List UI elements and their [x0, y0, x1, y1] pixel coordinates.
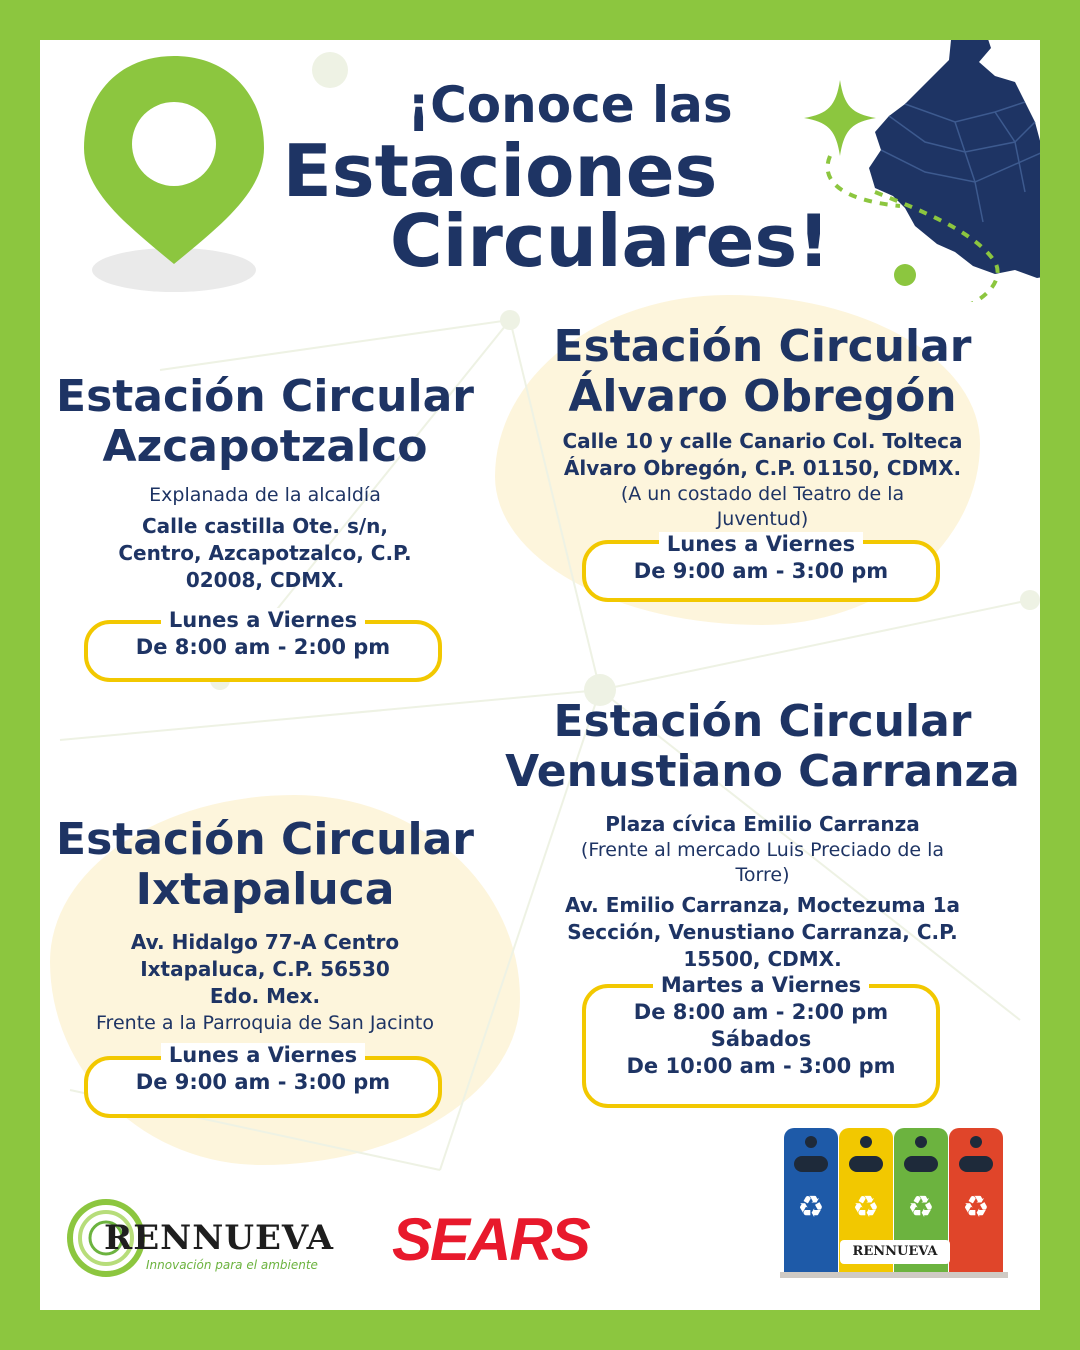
title-line-3: Circulares!: [389, 199, 831, 283]
recycle-icon: ♻: [907, 1190, 935, 1225]
recycle-icon: ♻: [852, 1190, 880, 1225]
address-line: Álvaro Obregón, C.P. 01150, CDMX.: [563, 456, 962, 480]
address-line: 15500, CDMX.: [683, 947, 842, 971]
bin-base: [780, 1272, 1008, 1278]
schedule-days: Martes a Viernes: [582, 972, 940, 999]
address-line: Centro, Azcapotzalco, C.P.: [118, 541, 412, 565]
address-line: Av. Hidalgo 77-A Centro: [130, 930, 400, 954]
station-note: Frente a la Parroquia de San Jacinto: [96, 1012, 434, 1034]
station-ixtapaluca: [40, 815, 490, 1037]
schedule-hours: De 9:00 am - 3:00 pm: [633, 559, 889, 583]
station-alvaro-obregon: [510, 322, 1015, 532]
schedule-hours: De 10:00 am - 3:00 pm: [626, 1054, 896, 1078]
schedule-days: Lunes a Viernes: [84, 607, 442, 634]
address-line: Sección, Venustiano Carranza, C.P.: [567, 920, 958, 944]
station-place: Plaza cívica Emilio Carranza: [605, 812, 920, 836]
station-note: Torre): [735, 864, 790, 886]
schedule-hours: De 8:00 am - 2:00 pm: [633, 1000, 889, 1024]
schedule-hours: De 8:00 am - 2:00 pm: [135, 635, 391, 659]
station-subtitle: Explanada de la alcaldía: [149, 484, 381, 506]
address-line: Edo. Mex.: [209, 984, 321, 1008]
rennueva-wordmark: RENNUEVA: [104, 1218, 335, 1258]
address-line: Ixtapaluca, C.P. 56530: [140, 957, 390, 981]
schedule-days: Sábados: [710, 1027, 812, 1051]
rennueva-tagline: Innovación para el ambiente: [146, 1258, 318, 1272]
station-note: Juventud): [716, 508, 809, 530]
station-title: Estación Circular: [553, 696, 972, 747]
title-line-2: Estaciones: [282, 129, 718, 213]
sears-logo: SEARS: [392, 1206, 589, 1273]
station-name: Azcapotzalco: [102, 421, 428, 472]
schedule-days: Lunes a Viernes: [582, 531, 940, 558]
station-venustiano-carranza: [490, 697, 1035, 973]
station-title: Estación Circular: [56, 814, 474, 865]
station-title: Estación Circular: [56, 371, 474, 422]
station-title: Estación Circular: [553, 321, 972, 372]
address-line: 02008, CDMX.: [185, 568, 345, 592]
bin-blue: [784, 1128, 838, 1272]
schedule-days: Lunes a Viernes: [84, 1042, 442, 1069]
station-note: (Frente al mercado Luis Preciado de la: [580, 839, 945, 861]
station-name: Ixtapaluca: [135, 864, 395, 915]
address-line: Calle castilla Ote. s/n,: [142, 514, 388, 538]
station-note: (A un costado del Teatro de la: [620, 483, 905, 505]
title-line-1: ¡Conoce las: [407, 76, 733, 134]
bin-red: [949, 1128, 1003, 1272]
address-line: Av. Emilio Carranza, Moctezuma 1a: [564, 893, 961, 917]
bins-rennueva-label: RENNUEVA: [840, 1240, 950, 1264]
schedule-hours: De 9:00 am - 3:00 pm: [135, 1070, 391, 1094]
recycle-icon: ♻: [962, 1190, 990, 1225]
recycle-icon: ♻: [797, 1190, 825, 1225]
poster: [40, 40, 1040, 1310]
station-name: Álvaro Obregón: [568, 371, 957, 422]
station-name: Venustiano Carranza: [505, 746, 1020, 797]
rennueva-logo: [66, 1198, 356, 1278]
address-line: Calle 10 y calle Canario Col. Tolteca: [562, 429, 963, 453]
recycle-bins-illustration: [780, 1128, 1010, 1280]
station-azcapotzalco: [40, 372, 490, 594]
